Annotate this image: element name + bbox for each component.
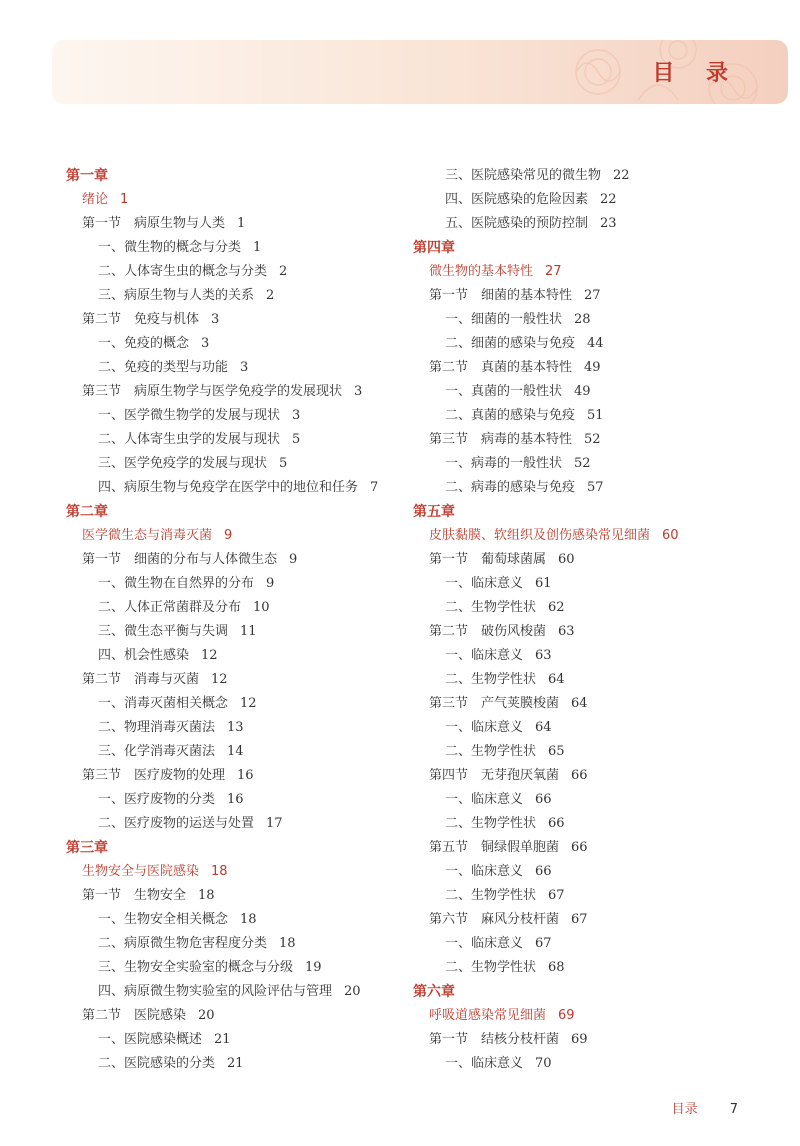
toc-entry-text: 二、人体正常菌群及分布 [98, 600, 242, 615]
toc-item[interactable] [66, 812, 406, 836]
toc-entry-text: 第五章 [413, 504, 455, 520]
toc-section[interactable] [66, 764, 406, 788]
toc-page-number: 16 [227, 792, 244, 807]
toc-page-number: 28 [574, 312, 591, 327]
toc-item[interactable] [66, 1028, 406, 1052]
toc-page-number: 57 [587, 480, 604, 495]
toc-entry-text: 三、病原生物与人类的关系 [98, 288, 255, 303]
toc-entry-text: 二、生物学性状 [445, 888, 537, 903]
toc-item[interactable] [413, 188, 793, 212]
toc-entry-text: 第四章 [413, 240, 455, 256]
toc-entry-text: 四、机会性感染 [98, 648, 190, 663]
toc-entry-text: 第三节 病原生物学与医学免疫学的发展现状 [82, 384, 343, 399]
toc-entry-text: 二、病原微生物危害程度分类 [98, 936, 268, 951]
toc-entry-text: 一、临床意义 [445, 936, 524, 951]
toc-entry-text: 第一章 [66, 168, 108, 184]
toc-item[interactable] [66, 260, 406, 284]
toc-page-number: 9 [266, 576, 275, 591]
toc-page-number: 70 [535, 1056, 552, 1071]
toc-page-number: 67 [535, 936, 552, 951]
toc-page-number: 66 [548, 816, 565, 831]
toc-section[interactable] [413, 692, 793, 716]
toc-entry-text: 四、病原微生物实验室的风险评估与管理 [98, 984, 333, 999]
toc-chapter [66, 500, 406, 524]
toc-page-number: 22 [600, 192, 617, 207]
toc-entry-text: 第一节 病原生物与人类 [82, 216, 226, 231]
toc-item[interactable] [413, 308, 793, 332]
toc-item[interactable] [413, 644, 793, 668]
toc-entry-text: 四、病原生物与免疫学在医学中的地位和任务 [98, 480, 359, 495]
toc-page-number: 63 [558, 624, 575, 639]
toc-section[interactable] [413, 620, 793, 644]
toc-section[interactable] [413, 908, 793, 932]
toc-item[interactable] [413, 332, 793, 356]
toc-chapter [413, 236, 793, 260]
toc-page-number: 21 [227, 1056, 244, 1071]
toc-item[interactable] [66, 428, 406, 452]
toc-page-number: 5 [292, 432, 301, 447]
toc-page-number: 3 [354, 384, 363, 399]
toc-page-number: 69 [571, 1032, 588, 1047]
toc-page-number: 21 [214, 1032, 231, 1047]
toc-entry-text: 二、生物学性状 [445, 600, 537, 615]
toc-entry-text: 第一节 细菌的基本特性 [429, 288, 573, 303]
toc-item[interactable] [66, 596, 406, 620]
toc-section[interactable] [413, 764, 793, 788]
toc-page-number: 67 [548, 888, 565, 903]
toc-item[interactable] [66, 284, 406, 308]
toc-page-number: 12 [240, 696, 257, 711]
toc-item[interactable] [66, 740, 406, 764]
toc-chapter [413, 980, 793, 1004]
toc-chapter [66, 836, 406, 860]
toc-page-number: 18 [211, 864, 228, 879]
toc-entry-text: 二、医疗废物的运送与处置 [98, 816, 255, 831]
toc-page-number: 49 [584, 360, 601, 375]
toc-page-number: 13 [227, 720, 244, 735]
toc-entry-text: 三、生物安全实验室的概念与分级 [98, 960, 294, 975]
toc-page-number: 18 [240, 912, 257, 927]
toc-page-number: 66 [535, 864, 552, 879]
toc-page-number: 27 [584, 288, 601, 303]
toc-ctitle[interactable] [66, 188, 406, 212]
toc-item[interactable] [413, 380, 793, 404]
toc-entry-text: 第二节 医院感染 [82, 1008, 187, 1023]
toc-item[interactable] [66, 236, 406, 260]
toc-page-number: 1 [120, 192, 129, 207]
toc-entry-text: 一、生物安全相关概念 [98, 912, 229, 927]
toc-item[interactable] [413, 668, 793, 692]
toc-entry-text: 二、细菌的感染与免疫 [445, 336, 576, 351]
toc-entry-text: 皮肤黏膜、软组织及创伤感染常见细菌 [429, 528, 651, 543]
toc-entry-text: 一、临床意义 [445, 864, 524, 879]
toc-entry-text: 第一节 细菌的分布与人体微生态 [82, 552, 278, 567]
toc-entry-text: 四、医院感染的危险因素 [445, 192, 589, 207]
toc-chapter [66, 164, 406, 188]
footer-label: 目录 [671, 1102, 698, 1117]
toc-entry-text: 一、微生物的概念与分类 [98, 240, 242, 255]
toc-page-number: 44 [587, 336, 604, 351]
toc-page-number: 16 [237, 768, 254, 783]
toc-ctitle[interactable] [413, 524, 793, 548]
toc-entry-text: 二、医院感染的分类 [98, 1056, 216, 1071]
toc-item[interactable] [413, 404, 793, 428]
toc-page-number: 60 [662, 528, 679, 543]
toc-page-number: 64 [571, 696, 588, 711]
toc-entry-text: 一、真菌的一般性状 [445, 384, 563, 399]
toc-section[interactable] [66, 884, 406, 908]
toc-page-number: 64 [548, 672, 565, 687]
toc-page-number: 52 [584, 432, 601, 447]
toc-section[interactable] [413, 548, 793, 572]
toc-entry-text: 第一节 葡萄球菌属 [429, 552, 547, 567]
toc-item[interactable] [413, 716, 793, 740]
toc-entry-text: 一、细菌的一般性状 [445, 312, 563, 327]
header-banner [52, 40, 788, 104]
toc-page-number: 66 [535, 792, 552, 807]
toc-item[interactable] [66, 1052, 406, 1076]
toc-page-number: 67 [571, 912, 588, 927]
toc-entry-text: 二、物理消毒灭菌法 [98, 720, 216, 735]
toc-entry-text: 三、医院感染常见的微生物 [445, 168, 602, 183]
toc-entry-text: 二、生物学性状 [445, 672, 537, 687]
toc-section[interactable] [66, 668, 406, 692]
toc-page-number: 51 [587, 408, 604, 423]
toc-section[interactable] [413, 836, 793, 860]
toc-page-number: 7 [370, 480, 379, 495]
toc-page-number: 61 [535, 576, 552, 591]
toc-entry-text: 一、临床意义 [445, 720, 524, 735]
toc-page-number: 66 [571, 768, 588, 783]
toc-item[interactable] [66, 356, 406, 380]
toc-entry-text: 第五节 铜绿假单胞菌 [429, 840, 560, 855]
toc-item[interactable] [413, 812, 793, 836]
toc-item[interactable] [66, 908, 406, 932]
toc-section[interactable] [413, 356, 793, 380]
toc-page-number: 62 [548, 600, 565, 615]
toc-entry-text: 第二节 免疫与机体 [82, 312, 200, 327]
toc-item[interactable] [66, 788, 406, 812]
toc-left-column [66, 164, 406, 1076]
toc-entry-text: 第六章 [413, 984, 455, 1000]
toc-item[interactable] [66, 956, 406, 980]
toc-entry-text: 呼吸道感染常见细菌 [429, 1008, 547, 1023]
toc-page-number: 10 [253, 600, 270, 615]
toc-entry-text: 一、消毒灭菌相关概念 [98, 696, 229, 711]
toc-item[interactable] [66, 620, 406, 644]
toc-page-number: 9 [224, 528, 233, 543]
toc-entry-text: 第三章 [66, 840, 108, 856]
toc-chapter [413, 500, 793, 524]
toc-entry-text: 第二节 真菌的基本特性 [429, 360, 573, 375]
toc-entry-text: 第三节 病毒的基本特性 [429, 432, 573, 447]
toc-page-number: 66 [571, 840, 588, 855]
toc-item[interactable] [413, 1052, 793, 1076]
toc-item[interactable] [66, 716, 406, 740]
toc-page-number: 1 [253, 240, 262, 255]
toc-item[interactable] [413, 452, 793, 476]
toc-item[interactable] [413, 740, 793, 764]
toc-entry-text: 绪论 [82, 192, 109, 207]
toc-ctitle[interactable] [66, 860, 406, 884]
toc-entry-text: 三、医学免疫学的发展与现状 [98, 456, 268, 471]
toc-entry-text: 二、人体寄生虫学的发展与现状 [98, 432, 281, 447]
toc-section[interactable] [66, 212, 406, 236]
toc-ctitle[interactable] [413, 260, 793, 284]
toc-page-number: 63 [535, 648, 552, 663]
toc-entry-text: 二、人体寄生虫的概念与分类 [98, 264, 268, 279]
toc-page-number: 23 [600, 216, 617, 231]
toc-page-number: 27 [545, 264, 562, 279]
toc-entry-text: 一、病毒的一般性状 [445, 456, 563, 471]
toc-entry-text: 第三节 医疗废物的处理 [82, 768, 226, 783]
toc-item[interactable] [413, 572, 793, 596]
toc-right-column [413, 164, 793, 1076]
toc-item[interactable] [413, 476, 793, 500]
toc-entry-text: 第四节 无芽孢厌氧菌 [429, 768, 560, 783]
toc-item[interactable] [66, 452, 406, 476]
toc-entry-text: 二、病毒的感染与免疫 [445, 480, 576, 495]
toc-page-number: 3 [240, 360, 249, 375]
toc-entry-text: 一、医院感染概述 [98, 1032, 203, 1047]
toc-item[interactable] [66, 644, 406, 668]
toc-entry-text: 一、临床意义 [445, 576, 524, 591]
toc-page-number: 9 [289, 552, 298, 567]
toc-entry-text: 二、免疫的类型与功能 [98, 360, 229, 375]
toc-item[interactable] [413, 860, 793, 884]
toc-item[interactable] [66, 476, 406, 500]
toc-item[interactable] [66, 980, 406, 1004]
toc-page-number: 12 [211, 672, 228, 687]
toc-page-number: 12 [201, 648, 218, 663]
toc-page-number: 11 [240, 624, 257, 639]
toc-section[interactable] [413, 428, 793, 452]
toc-entry-text: 三、微生态平衡与失调 [98, 624, 229, 639]
toc-page-number: 49 [574, 384, 591, 399]
toc-section[interactable] [413, 1028, 793, 1052]
toc-item[interactable] [413, 884, 793, 908]
toc-page-number: 1 [237, 216, 246, 231]
toc-entry-text: 三、化学消毒灭菌法 [98, 744, 216, 759]
toc-entry-text: 五、医院感染的预防控制 [445, 216, 589, 231]
toc-entry-text: 第一节 结核分枝杆菌 [429, 1032, 560, 1047]
toc-page-number: 19 [305, 960, 322, 975]
footer-page-number: 7 [729, 1102, 738, 1117]
toc-item[interactable] [66, 332, 406, 356]
toc-item[interactable] [413, 788, 793, 812]
toc-page-number: 2 [279, 264, 288, 279]
toc-section[interactable] [66, 308, 406, 332]
toc-entry-text: 一、临床意义 [445, 792, 524, 807]
toc-entry-text: 第一节 生物安全 [82, 888, 187, 903]
toc-item[interactable] [413, 956, 793, 980]
toc-page-number: 18 [198, 888, 215, 903]
toc-entry-text: 医学微生态与消毒灭菌 [82, 528, 213, 543]
toc-item[interactable] [66, 692, 406, 716]
toc-page-number: 68 [548, 960, 565, 975]
toc-item[interactable] [66, 404, 406, 428]
toc-page-number: 3 [211, 312, 220, 327]
toc-entry-text: 第三节 产气荚膜梭菌 [429, 696, 560, 711]
toc-ctitle[interactable] [66, 524, 406, 548]
toc-page-number: 69 [558, 1008, 575, 1023]
toc-entry-text: 一、医疗废物的分类 [98, 792, 216, 807]
toc-page-number: 5 [279, 456, 288, 471]
toc-entry-text: 一、医学微生物学的发展与现状 [98, 408, 281, 423]
toc-item[interactable] [413, 932, 793, 956]
toc-entry-text: 生物安全与医院感染 [82, 864, 200, 879]
toc-item[interactable] [66, 932, 406, 956]
toc-entry-text: 第二章 [66, 504, 108, 520]
toc-entry-text: 一、临床意义 [445, 1056, 524, 1071]
toc-page-number: 3 [292, 408, 301, 423]
toc-section[interactable] [413, 284, 793, 308]
toc-entry-text: 第六节 麻风分枝杆菌 [429, 912, 560, 927]
toc-page-number: 2 [266, 288, 275, 303]
toc-entry-text: 二、真菌的感染与免疫 [445, 408, 576, 423]
page-footer [672, 1098, 738, 1117]
toc-section[interactable] [66, 380, 406, 404]
toc-page-number: 20 [344, 984, 361, 999]
toc-entry-text: 二、生物学性状 [445, 816, 537, 831]
toc-entry-text: 微生物的基本特性 [429, 264, 534, 279]
toc-item[interactable] [413, 212, 793, 236]
toc-entry-text: 二、生物学性状 [445, 744, 537, 759]
page-title: 目 录 [652, 61, 740, 86]
toc-page-number: 3 [201, 336, 210, 351]
toc-page-number: 17 [266, 816, 283, 831]
toc-page-number: 22 [613, 168, 630, 183]
toc-entry-text: 一、微生物在自然界的分布 [98, 576, 255, 591]
toc-item[interactable] [413, 164, 793, 188]
toc-page-number: 52 [574, 456, 591, 471]
toc-entry-text: 一、临床意义 [445, 648, 524, 663]
toc-entry-text: 二、生物学性状 [445, 960, 537, 975]
toc-item[interactable] [66, 572, 406, 596]
toc-page-number: 18 [279, 936, 296, 951]
toc-entry-text: 第二节 破伤风梭菌 [429, 624, 547, 639]
toc-page-number: 14 [227, 744, 244, 759]
toc-entry-text: 第二节 消毒与灭菌 [82, 672, 200, 687]
toc-ctitle[interactable] [413, 1004, 793, 1028]
toc-entry-text: 一、免疫的概念 [98, 336, 190, 351]
toc-page-number: 60 [558, 552, 575, 567]
toc-page-number: 64 [535, 720, 552, 735]
toc-section[interactable] [66, 1004, 406, 1028]
toc-page-number: 20 [198, 1008, 215, 1023]
toc-page-number: 65 [548, 744, 565, 759]
toc-item[interactable] [413, 596, 793, 620]
toc-section[interactable] [66, 548, 406, 572]
